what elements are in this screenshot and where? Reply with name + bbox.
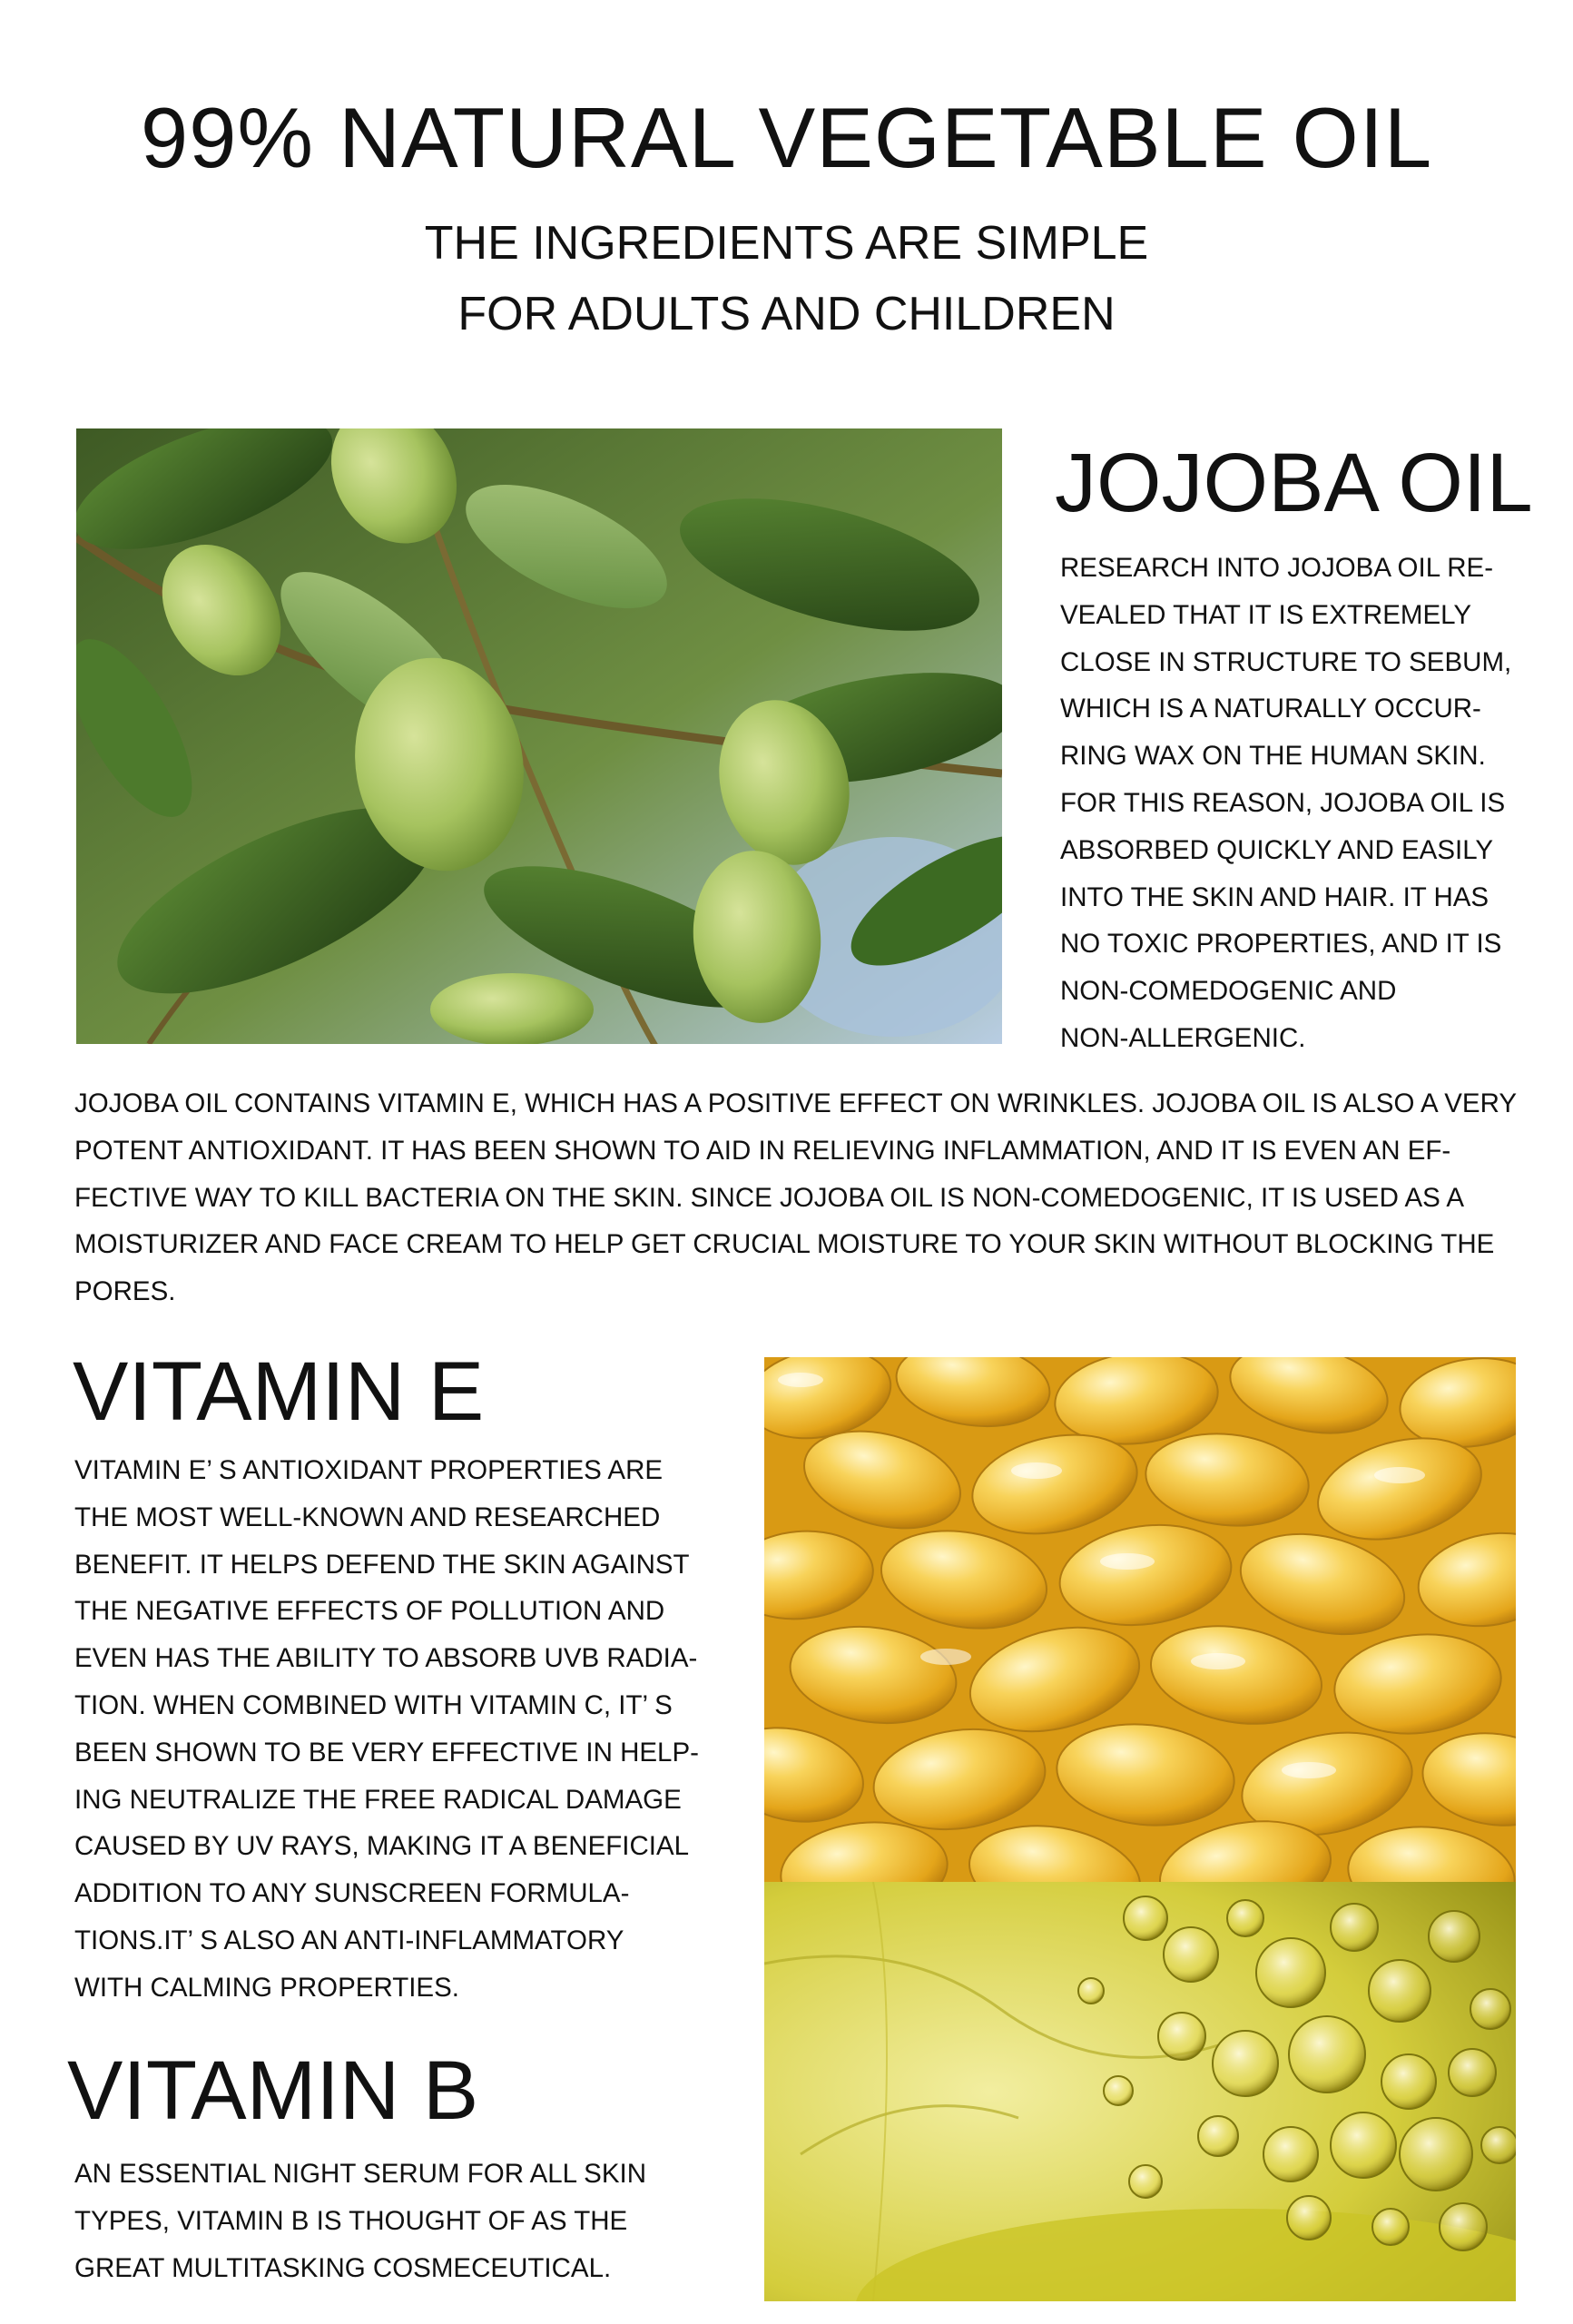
text-line: VEALED THAT IT IS EXTREMELY (1060, 599, 1472, 630)
text-line: ABSORBED QUICKLY AND EASILY (1060, 834, 1494, 865)
text-line: CLOSE IN STRUCTURE TO SEBUM, (1060, 646, 1512, 677)
text-line: BEEN SHOWN TO BE VERY EFFECTIVE IN HELP- (74, 1737, 699, 1768)
text-line: GREAT MULTITASKING COSMECEUTICAL. (74, 2252, 612, 2283)
text-line: ADDITION TO ANY SUNSCREEN FORMULA- (74, 1878, 630, 1909)
text-line: AN ESSENTIAL NIGHT SERUM FOR ALL SKIN (74, 2159, 647, 2189)
jojoba-oil-intro-text (1060, 545, 1511, 1062)
text-line: NO TOXIC PROPERTIES, AND IT IS (1060, 929, 1502, 960)
text-line: ING NEUTRALIZE THE FREE RADICAL DAMAGE (74, 1784, 682, 1815)
text-line: VITAMIN E’ S ANTIOXIDANT PROPERTIES ARE (74, 1455, 664, 1485)
oil-bubbles-photo (764, 1882, 1516, 2301)
text-line: EVEN HAS THE ABILITY TO ABSORB UVB RADIA- (74, 1643, 698, 1674)
text-line: THE NEGATIVE EFFECTS OF POLLUTION AND (74, 1596, 665, 1627)
vitamin-e-text (74, 1447, 699, 2012)
text-line: FECTIVE WAY TO KILL BACTERIA ON THE SKIN. SINCE JOJOBA OIL IS NON-COMEDOGENIC, IT IS USED AS A (74, 1182, 1465, 1213)
text-line: INTO THE SKIN AND HAIR. IT HAS (1060, 881, 1489, 912)
text-line: NON-ALLERGENIC. (1060, 1022, 1306, 1053)
text-line: NON-COMEDOGENIC AND (1060, 976, 1397, 1007)
text-line: JOJOBA OIL CONTAINS VITAMIN E, WHICH HAS A POSITIVE EFFECT ON WRINKLES. JOJOBA OIL IS ALSO A VERY (74, 1088, 1518, 1118)
text-line: WHICH IS A NATURALLY OCCUR- (1060, 694, 1481, 724)
text-line: FOR THIS REASON, JOJOBA OIL IS (1060, 787, 1506, 818)
jojoba-fruit-photo (76, 428, 1002, 1044)
text-line: BENEFIT. IT HELPS DEFEND THE SKIN AGAINST (74, 1549, 690, 1580)
text-line: PORES. (74, 1276, 176, 1307)
text-line: RING WAX ON THE HUMAN SKIN. (1060, 741, 1486, 772)
vitamin-e-heading: VITAMIN E (73, 1345, 485, 1438)
subtitle-line-1: THE INGREDIENTS ARE SIMPLE (424, 217, 1149, 270)
text-line: TIONS.IT’ S ALSO AN ANTI-INFLAMMATORY (74, 1925, 624, 1955)
text-line: WITH CALMING PROPERTIES. (74, 1972, 459, 2003)
vitamin-e-capsules-photo (764, 1357, 1516, 1882)
text-line: THE MOST WELL-KNOWN AND RESEARCHED (74, 1502, 661, 1532)
vitamin-b-heading: VITAMIN B (67, 2044, 479, 2137)
subtitle-line-2: FOR ADULTS AND CHILDREN (457, 288, 1116, 340)
jojoba-oil-benefits-text (74, 1080, 1517, 1315)
page-title: 99% NATURAL VEGETABLE OIL (140, 90, 1433, 185)
text-line: MOISTURIZER AND FACE CREAM TO HELP GET CRUCIAL MOISTURE TO YOUR SKIN WITHOUT BLOCKING THE (74, 1229, 1495, 1260)
text-line: RESEARCH INTO JOJOBA OIL RE- (1060, 553, 1494, 583)
vitamin-b-text (74, 2151, 646, 2291)
text-line: TION. WHEN COMBINED WITH VITAMIN C, IT’ S (74, 1689, 673, 1720)
text-line: POTENT ANTIOXIDANT. IT HAS BEEN SHOWN TO AID IN RELIEVING INFLAMMATION, AND IT IS EVEN AN EF- (74, 1135, 1451, 1166)
text-line: CAUSED BY UV RAYS, MAKING IT A BENEFICIAL (74, 1831, 690, 1862)
jojoba-oil-heading: JOJOBA OIL (1055, 437, 1533, 529)
text-line: TYPES, VITAMIN B IS THOUGHT OF AS THE (74, 2205, 628, 2236)
